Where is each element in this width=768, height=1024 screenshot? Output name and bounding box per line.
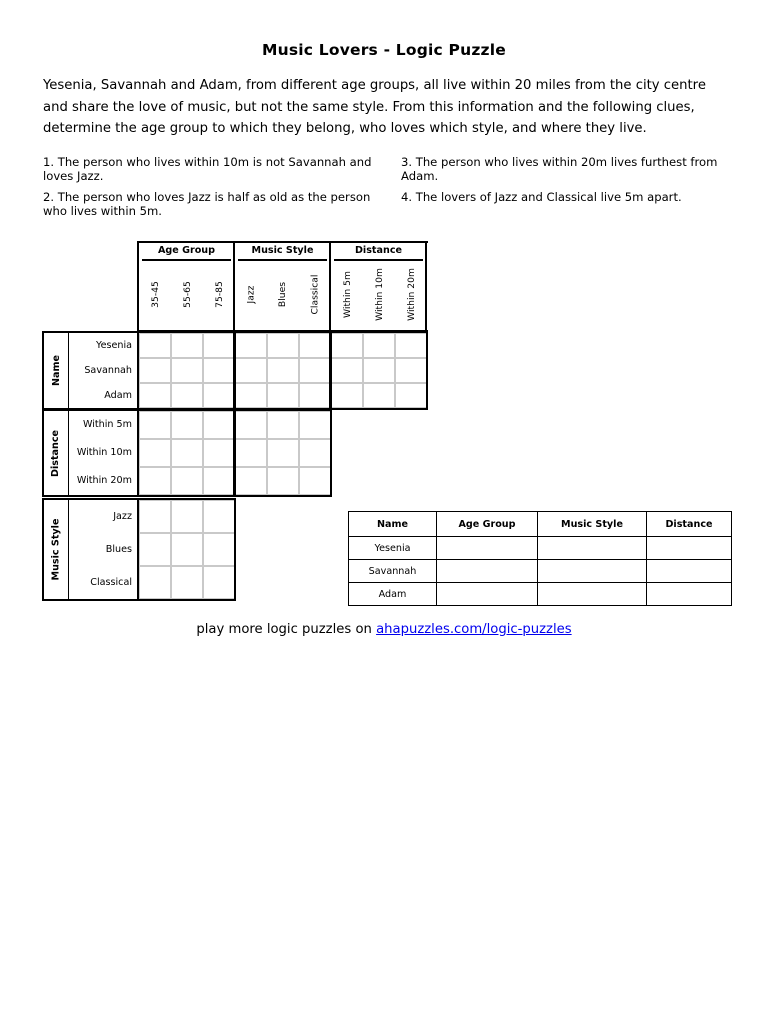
answer-cell-distance[interactable] — [647, 583, 732, 606]
grid-cell[interactable] — [299, 358, 331, 383]
grid-cell[interactable] — [235, 439, 267, 467]
grid-cell[interactable] — [235, 383, 267, 408]
grid-cell[interactable] — [299, 333, 331, 358]
answer-cell-distance[interactable] — [647, 537, 732, 560]
answer-cell-distance[interactable] — [647, 560, 732, 583]
row-item-label: Savannah — [84, 364, 132, 376]
column-item-text: Within 5m — [341, 270, 353, 318]
grid-border — [329, 331, 428, 333]
column-item-label — [331, 262, 363, 326]
grid-border — [137, 498, 236, 500]
grid-border — [234, 498, 236, 601]
grid-cell[interactable] — [203, 467, 235, 495]
column-group-label: Distance — [354, 245, 403, 256]
grid-cell[interactable] — [331, 383, 363, 408]
row-group-text: Name — [50, 354, 62, 387]
footer-text: play more logic puzzles on — [196, 622, 377, 637]
grid-cell[interactable] — [203, 566, 235, 599]
grid-border — [233, 409, 332, 411]
column-item-label — [267, 262, 299, 326]
clue-3: 3. The person who lives within 20m lives furthest from Adam. — [401, 155, 718, 183]
row-group-label — [44, 500, 68, 599]
grid-cell[interactable] — [299, 383, 331, 408]
row-item-label: Blues — [105, 543, 132, 555]
row-group-label — [44, 333, 68, 408]
column-group-label: Age Group — [157, 245, 216, 256]
row-item-label: Within 10m — [76, 447, 132, 458]
grid-divider — [68, 411, 69, 495]
grid-border — [137, 409, 139, 497]
answer-cell-age[interactable] — [437, 560, 538, 583]
answer-cell-age[interactable] — [437, 583, 538, 606]
row-item-label: Classical — [90, 576, 132, 588]
row-item-label: Within 5m — [82, 419, 132, 430]
answer-header-row — [349, 512, 732, 537]
grid-cell[interactable] — [203, 500, 235, 533]
column-group-underline — [334, 259, 423, 261]
grid-border — [42, 495, 139, 497]
grid-cell[interactable] — [139, 411, 171, 439]
answer-row — [349, 560, 732, 583]
grid-cell[interactable] — [267, 467, 299, 495]
grid-border — [137, 331, 236, 333]
answer-name: Adam — [349, 583, 437, 606]
grid-cell[interactable] — [395, 383, 427, 408]
answer-cell-age[interactable] — [437, 537, 538, 560]
grid-cell[interactable] — [299, 411, 331, 439]
grid-cell[interactable] — [363, 358, 395, 383]
grid-border — [137, 241, 139, 333]
clue-1: 1. The person who lives within 10m is not Savannah and loves Jazz. — [43, 155, 372, 183]
row-item-label: Adam — [104, 389, 132, 401]
grid-cell[interactable] — [203, 411, 235, 439]
column-item-text: 35-45 — [149, 280, 161, 308]
grid-cell[interactable] — [203, 533, 235, 566]
grid-cell[interactable] — [203, 439, 235, 467]
grid-cell[interactable] — [171, 533, 203, 566]
grid-cell[interactable] — [171, 500, 203, 533]
grid-divider — [68, 500, 69, 599]
grid-border — [233, 331, 235, 410]
answer-header-name: Name — [349, 512, 437, 537]
footer — [0, 622, 768, 637]
column-item-text: Classical — [309, 274, 321, 314]
grid-cell[interactable] — [267, 333, 299, 358]
grid-cell[interactable] — [171, 566, 203, 599]
column-item-label — [363, 262, 395, 326]
grid-border — [233, 495, 332, 497]
column-item-label — [171, 262, 203, 326]
column-group-label: Music Style — [251, 245, 314, 256]
clue-4: 4. The lovers of Jazz and Classical live 5m apart. — [401, 190, 682, 204]
column-item-label — [139, 262, 171, 326]
grid-divider — [68, 333, 69, 408]
grid-cell[interactable] — [235, 467, 267, 495]
page-title: Music Lovers - Logic Puzzle — [261, 41, 506, 59]
grid-cell[interactable] — [299, 439, 331, 467]
clue-2: 2. The person who loves Jazz is half as old as the person who lives within 5m. — [43, 190, 371, 218]
grid-cell[interactable] — [203, 358, 235, 383]
footer-link[interactable]: ahapuzzles.com/logic-puzzles — [376, 622, 572, 637]
grid-cell[interactable] — [363, 333, 395, 358]
answer-header-music-style: Music Style — [538, 512, 647, 537]
grid-cell[interactable] — [171, 411, 203, 439]
column-item-text: 55-65 — [181, 280, 193, 308]
row-item-label: Within 20m — [76, 475, 132, 486]
grid-border — [425, 241, 427, 333]
column-item-label — [299, 262, 331, 326]
grid-cell[interactable] — [363, 383, 395, 408]
answer-name: Yesenia — [349, 537, 437, 560]
grid-cell[interactable] — [171, 383, 203, 408]
grid-border — [42, 599, 139, 601]
column-item-text: Within 10m — [373, 267, 385, 321]
column-item-text: 75-85 — [213, 280, 225, 308]
grid-border — [329, 331, 331, 410]
answer-row — [349, 537, 732, 560]
answer-cell-style[interactable] — [538, 583, 647, 606]
grid-cell[interactable] — [139, 439, 171, 467]
grid-border — [233, 241, 235, 333]
grid-cell[interactable] — [171, 467, 203, 495]
grid-cell[interactable] — [139, 500, 171, 533]
grid-cell[interactable] — [235, 333, 267, 358]
grid-cell[interactable] — [267, 411, 299, 439]
answer-header-distance: Distance — [647, 512, 732, 537]
grid-cell[interactable] — [235, 411, 267, 439]
answer-row — [349, 583, 732, 606]
column-item-label — [395, 262, 427, 326]
grid-cell[interactable] — [171, 358, 203, 383]
grid-border — [330, 409, 332, 497]
grid-border — [137, 331, 139, 410]
grid-cell[interactable] — [331, 333, 363, 358]
row-group-text: Music Style — [50, 518, 62, 581]
grid-cell[interactable] — [139, 358, 171, 383]
column-item-label — [203, 262, 235, 326]
row-item-label: Yesenia — [95, 339, 132, 351]
grid-cell[interactable] — [299, 467, 331, 495]
answer-name: Savannah — [349, 560, 437, 583]
grid-border — [426, 331, 428, 410]
grid-border — [137, 498, 139, 601]
column-item-text: Jazz — [245, 285, 257, 303]
column-item-text: Within 20m — [405, 267, 417, 321]
grid-cell[interactable] — [267, 358, 299, 383]
grid-cell[interactable] — [331, 358, 363, 383]
grid-border — [329, 408, 428, 410]
grid-border — [233, 331, 332, 333]
grid-cell[interactable] — [171, 439, 203, 467]
answer-table — [348, 511, 732, 606]
grid-cell[interactable] — [171, 333, 203, 358]
grid-cell[interactable] — [139, 333, 171, 358]
column-item-text: Blues — [277, 281, 289, 307]
answer-cell-style[interactable] — [538, 537, 647, 560]
grid-cell[interactable] — [139, 383, 171, 408]
grid-cell[interactable] — [139, 533, 171, 566]
grid-cell[interactable] — [139, 467, 171, 495]
grid-cell[interactable] — [395, 358, 427, 383]
row-item-label: Jazz — [113, 510, 132, 522]
grid-cell[interactable] — [235, 358, 267, 383]
grid-cell[interactable] — [395, 333, 427, 358]
grid-border — [137, 241, 428, 243]
answer-cell-style[interactable] — [538, 560, 647, 583]
grid-cell[interactable] — [267, 383, 299, 408]
grid-cell[interactable] — [203, 383, 235, 408]
grid-cell[interactable] — [139, 566, 171, 599]
intro-paragraph: Yesenia, Savannah and Adam, from different age groups, all live within 20 miles from the city centre and share the love of music, but not the same style. From this information and the following clues, determine the age group to which they belong, who loves which style, and where they live. — [43, 78, 706, 136]
grid-border — [137, 599, 236, 601]
grid-cell[interactable] — [267, 439, 299, 467]
row-group-text: Distance — [50, 429, 62, 477]
grid-border — [329, 241, 331, 333]
grid-cell[interactable] — [203, 333, 235, 358]
row-group-label — [44, 411, 68, 495]
grid-border — [137, 409, 236, 411]
column-item-label — [235, 262, 267, 326]
grid-border — [137, 495, 236, 497]
answer-header-age-group: Age Group — [437, 512, 538, 537]
column-group-underline — [238, 259, 327, 261]
grid-border — [233, 409, 235, 497]
column-group-underline — [142, 259, 231, 261]
